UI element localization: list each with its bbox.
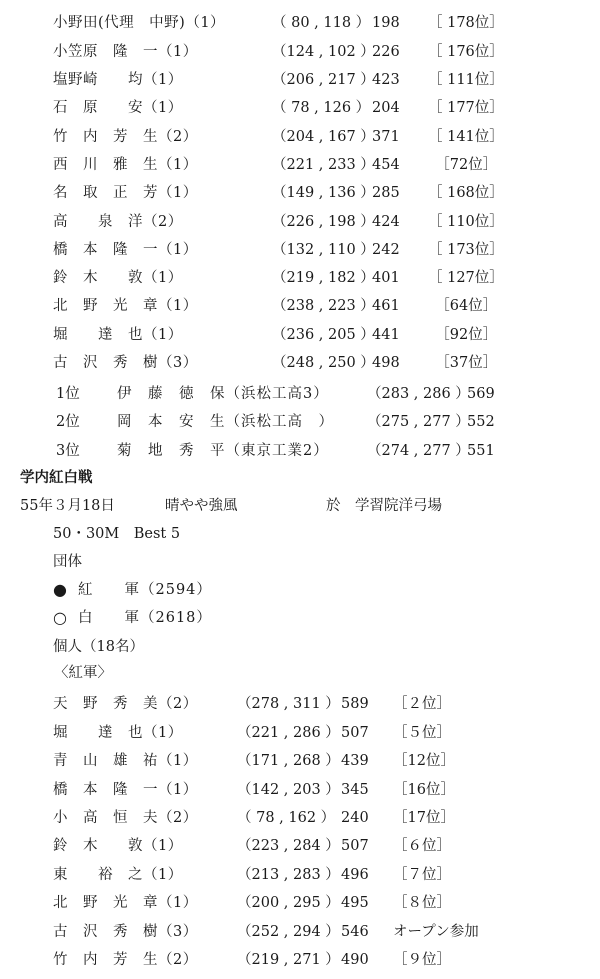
- medal-row: [0, 382, 600, 406]
- medal-row: [0, 439, 600, 463]
- score-total: 569: [467, 386, 495, 402]
- overall-rank: ［ 168位］: [428, 185, 504, 201]
- score-total: 345: [341, 782, 369, 798]
- result-row: [0, 778, 600, 802]
- overall-rank: ［ 176位］: [428, 44, 504, 60]
- score-total: 285: [372, 185, 400, 201]
- result-row: [0, 125, 600, 149]
- medal-rank: 1位: [56, 386, 80, 402]
- score-pair: （238 , 223 ）: [272, 298, 375, 314]
- score-total: 371: [372, 129, 400, 145]
- team-rank: ［16位］: [393, 782, 455, 798]
- overall-rank: ［64位］: [428, 298, 498, 314]
- score-total: 226: [372, 44, 400, 60]
- overall-rank: ［ 173位］: [428, 242, 504, 258]
- athlete-name: 橋 本 隆 一（1）: [53, 242, 198, 258]
- score-total: 198: [372, 15, 400, 31]
- score-total: 551: [467, 443, 495, 459]
- athlete-name: 名 取 正 芳（1）: [53, 185, 198, 201]
- athlete-name: 西 川 雅 生（1）: [53, 157, 198, 173]
- score-pair: （236 , 205 ）: [272, 327, 375, 343]
- athlete-name: 鈴 木 敦（1）: [53, 270, 183, 286]
- score-pair: （149 , 136 ）: [272, 185, 375, 201]
- score-pair: （226 , 198 ）: [272, 214, 375, 230]
- score-total: 242: [372, 242, 400, 258]
- result-row: [0, 68, 600, 92]
- score-pair: （204 , 167 ）: [272, 129, 375, 145]
- score-pair: （206 , 217 ）: [272, 72, 375, 88]
- athlete-name: 小野田(代理 中野)（1）: [53, 15, 226, 31]
- score-pair: （248 , 250 ）: [272, 355, 375, 371]
- score-pair: （ 78 , 126 ）: [272, 100, 371, 116]
- score-total: 507: [341, 838, 369, 854]
- score-pair: （223 , 284 ）: [237, 838, 340, 854]
- section-heading-row: [0, 466, 600, 490]
- athlete-name: 古 沢 秀 樹（3）: [53, 924, 198, 940]
- athlete-name: 橋 本 隆 一（1）: [53, 782, 198, 798]
- athlete-name: 菊 地 秀 平（東京工業2）: [117, 443, 329, 459]
- athlete-name: 東 裕 之（1）: [53, 867, 183, 883]
- score-pair: （221 , 233 ）: [272, 157, 375, 173]
- result-row: [0, 210, 600, 234]
- result-row: [0, 266, 600, 290]
- result-row: [0, 891, 600, 915]
- score-total: 552: [467, 414, 495, 430]
- red-team-label: 〈紅軍〉: [54, 665, 112, 681]
- team-rank: ［17位］: [393, 810, 455, 826]
- athlete-name: 堀 達 也（1）: [53, 327, 183, 343]
- score-total: 401: [372, 270, 400, 286]
- athlete-name: 塩野崎 均（1）: [53, 72, 183, 88]
- score-total: 204: [372, 100, 400, 116]
- score-total: 496: [341, 867, 369, 883]
- score-pair: （219 , 271 ）: [237, 952, 340, 968]
- red-team-label-row: [0, 661, 600, 685]
- event-weather: 晴やや強風: [165, 498, 238, 514]
- athlete-name: 高 泉 洋（2）: [53, 214, 183, 230]
- score-total: 424: [372, 214, 400, 230]
- format-row: [0, 522, 600, 546]
- result-row: [0, 181, 600, 205]
- overall-rank: ［ 127位］: [428, 270, 504, 286]
- athlete-name: 北 野 光 章（1）: [53, 298, 198, 314]
- score-total: 439: [341, 753, 369, 769]
- score-total: 546: [341, 924, 369, 940]
- score-pair: （ 80 , 118 ）: [272, 15, 371, 31]
- athlete-name: 石 原 安（1）: [53, 100, 183, 116]
- score-pair: （278 , 311 ）: [237, 696, 340, 712]
- score-pair: （132 , 110 ）: [272, 242, 375, 258]
- score-total: 461: [372, 298, 400, 314]
- score-total: 423: [372, 72, 400, 88]
- team-rank: ［９位］: [393, 952, 451, 968]
- result-row: [0, 40, 600, 64]
- score-total: 441: [372, 327, 400, 343]
- team-result: 紅 軍（2594）: [78, 582, 212, 598]
- team-label-row: [0, 550, 600, 574]
- score-total: 589: [341, 696, 369, 712]
- team-rank: オープン参加: [393, 924, 479, 940]
- score-pair: （142 , 203 ）: [237, 782, 340, 798]
- result-row: [0, 948, 600, 972]
- individual-label: 個人（18名）: [53, 639, 144, 655]
- overall-rank: ［ 141位］: [428, 129, 504, 145]
- team-rank: ［８位］: [393, 895, 451, 911]
- score-pair: （124 , 102 ）: [272, 44, 375, 60]
- team-row: [0, 606, 600, 630]
- score-total: 507: [341, 725, 369, 741]
- medal-rank: 2位: [56, 414, 80, 430]
- team-row: [0, 578, 600, 602]
- athlete-name: 伊 藤 徳 保（浜松工高3）: [117, 386, 329, 402]
- score-pair: （ 78 , 162 ）: [237, 810, 336, 826]
- athlete-name: 北 野 光 章（1）: [53, 895, 198, 911]
- result-row: [0, 351, 600, 375]
- section-title: 学内紅白戦: [20, 469, 93, 486]
- overall-rank: ［ 110位］: [428, 214, 504, 230]
- result-row: [0, 323, 600, 347]
- overall-rank: ［37位］: [428, 355, 498, 371]
- athlete-name: 天 野 秀 美（2）: [53, 696, 198, 712]
- team-rank: ［６位］: [393, 838, 451, 854]
- result-row: [0, 238, 600, 262]
- score-pair: （274 , 277 ）: [367, 443, 470, 459]
- overall-rank: ［ 111位］: [428, 72, 504, 88]
- event-format: 50・30M Best 5: [53, 526, 181, 542]
- score-total: 495: [341, 895, 369, 911]
- result-row: [0, 153, 600, 177]
- result-row: [0, 920, 600, 944]
- event-date: 55年３月18日: [20, 498, 115, 514]
- athlete-name: 竹 内 芳 生（2）: [53, 129, 198, 145]
- overall-rank: ［ 177位］: [428, 100, 504, 116]
- result-row: [0, 806, 600, 830]
- score-total: 498: [372, 355, 400, 371]
- team-rank: ［12位］: [393, 753, 455, 769]
- medal-row: [0, 410, 600, 434]
- team-rank: ［７位］: [393, 867, 451, 883]
- result-row: [0, 863, 600, 887]
- team-rank: ［２位］: [393, 696, 451, 712]
- overall-rank: ［ 178位］: [428, 15, 504, 31]
- loser-mark-icon: ○: [53, 608, 67, 627]
- overall-rank: ［72位］: [428, 157, 498, 173]
- score-pair: （252 , 294 ）: [237, 924, 340, 940]
- athlete-name: 小笠原 隆 一（1）: [53, 44, 198, 60]
- event-meta-row: [0, 494, 600, 518]
- score-total: 490: [341, 952, 369, 968]
- medal-rank: 3位: [56, 443, 80, 459]
- overall-rank: ［92位］: [428, 327, 498, 343]
- athlete-name: 竹 内 芳 生（2）: [53, 952, 198, 968]
- result-row: [0, 294, 600, 318]
- athlete-name: 岡 本 安 生（浜松工高 ）: [117, 414, 334, 430]
- score-pair: （283 , 286 ）: [367, 386, 470, 402]
- individual-label-row: [0, 635, 600, 659]
- team-rank: ［５位］: [393, 725, 451, 741]
- score-pair: （200 , 295 ）: [237, 895, 340, 911]
- winner-mark-icon: ●: [53, 580, 67, 599]
- score-pair: （219 , 182 ）: [272, 270, 375, 286]
- score-pair: （213 , 283 ）: [237, 867, 340, 883]
- result-row: [0, 692, 600, 716]
- team-label: 団体: [53, 554, 82, 570]
- athlete-name: 青 山 雄 祐（1）: [53, 753, 198, 769]
- event-venue: 於 学習院洋弓場: [326, 498, 442, 514]
- result-row: [0, 96, 600, 120]
- score-pair: （275 , 277 ）: [367, 414, 470, 430]
- result-row: [0, 721, 600, 745]
- result-row: [0, 834, 600, 858]
- score-pair: （171 , 268 ）: [237, 753, 340, 769]
- athlete-name: 鈴 木 敦（1）: [53, 838, 183, 854]
- team-result: 白 軍（2618）: [78, 610, 212, 626]
- athlete-name: 堀 達 也（1）: [53, 725, 183, 741]
- result-row: [0, 11, 600, 35]
- athlete-name: 小 高 恒 夫（2）: [53, 810, 198, 826]
- result-row: [0, 749, 600, 773]
- score-total: 454: [372, 157, 400, 173]
- score-total: 240: [341, 810, 369, 826]
- score-pair: （221 , 286 ）: [237, 725, 340, 741]
- athlete-name: 古 沢 秀 樹（3）: [53, 355, 198, 371]
